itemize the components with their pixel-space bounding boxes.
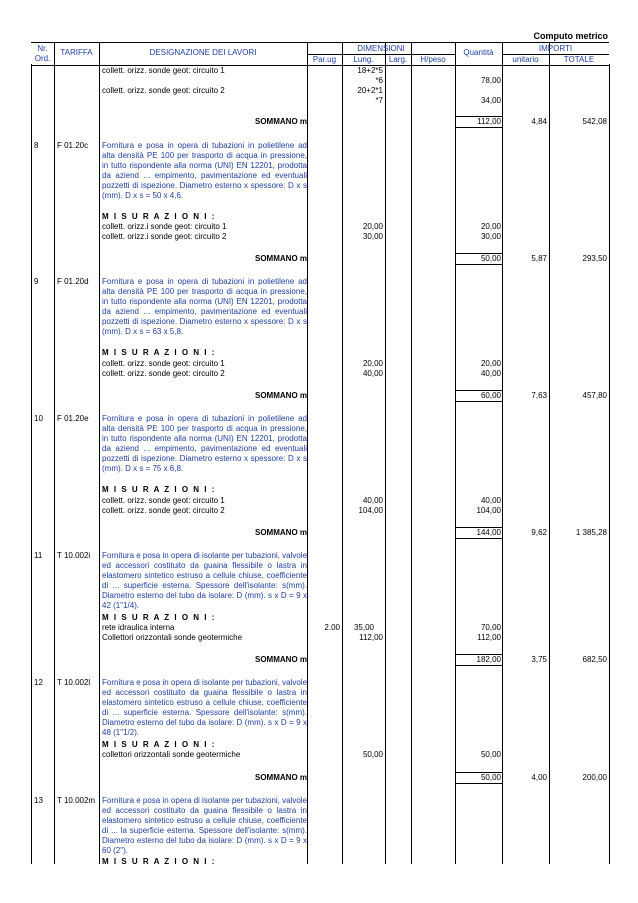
row-lung: 112,00 xyxy=(359,633,383,642)
sommano-total: 1 385,28 xyxy=(575,528,607,537)
sommano-quantity: 112,00 xyxy=(456,116,502,128)
row-label: collett. orizz. sonde geot: circuito 1 xyxy=(102,496,225,505)
row-quantity: 70,00 xyxy=(480,623,501,632)
sommano-label: SOMMANO m xyxy=(255,391,307,400)
sommano-unit-price: 4,84 xyxy=(531,117,547,126)
sommano-total: 457,80 xyxy=(582,391,607,400)
header-lung: Lung. xyxy=(353,55,374,64)
sommano-unit-price: 4,00 xyxy=(531,773,547,782)
header-hpeso: H/peso xyxy=(420,55,446,64)
item-description: Fornitura e posa in opera di tubazioni in polietilene ad alta densità PE 100 per trasporto di acqua in pressione, in tutto rispondente alla norma (UNI) EN 12201, prodotta da aziend ... empimento, pavimentazione ed eventuali pozzetti di ispezione. Diametro esterno x spessore: D x s (mm). D x s = 63 x 5,8. xyxy=(102,277,307,336)
row-label: collettori orizzontali sonde geotermiche xyxy=(102,750,241,759)
header-unitario: unitario xyxy=(512,55,539,64)
top-row-label: collett. orizz. sonde geot: circuito 1 xyxy=(102,66,225,75)
row-lung: 50,00 xyxy=(362,750,383,759)
top-row-lung: 18+2*5 xyxy=(357,66,383,75)
sommano-label: SOMMANO m xyxy=(255,655,307,664)
header-designazione: DESIGNAZIONE DEI LAVORI xyxy=(149,48,257,57)
header-totale: TOTALE xyxy=(563,55,595,64)
row-quantity: 112,00 xyxy=(477,633,501,642)
row-quantity: 30,00 xyxy=(480,232,501,241)
row-lung: 40,00 xyxy=(362,496,383,505)
header-quantita: Quantità xyxy=(463,48,494,57)
row-label: rete idraulica interna xyxy=(102,623,175,632)
sommano-label: SOMMANO m xyxy=(255,254,307,263)
header-par-ug: Par.ug xyxy=(312,55,337,64)
item-description: Fornitura e posa in opera di isolante per tubazioni, valvole ed accessori costituito da guaina flessibile o lastra in elastomero sintetico estruso a cellule chiuse, coefficiente di ... la superficie esterna. Spessore dell'isolante: s(mm). Diametro esterno del tubo da isolare: D (mm). s x D = 9 x 60 (2"). xyxy=(102,796,308,855)
row-lung: 20,00 xyxy=(362,359,383,368)
row-label: collett. orizz.i sonde geot: circuito 2 xyxy=(102,232,227,241)
sommano-quantity: 144,00 xyxy=(456,527,502,539)
sommano-quantity: 60,00 xyxy=(456,390,502,402)
sommano-unit-price: 9,62 xyxy=(531,528,547,537)
item-description: Fornitura e posa in opera di isolante per tubazioni, valvole ed accessori costituito da guaina flessibile o lastra in elastomero sintetico estruso a cellule chiuse, coefficiente di ... superficie esterna. Spessore dell'isolante: s(mm). Diametro esterno del tubo da isolare: D (mm). s x D = 9 x 42 (1"1/4). xyxy=(102,551,308,610)
item-tariffa: F 01.20d xyxy=(57,277,89,286)
row-label: collett. orizz. sonde geot: circuito 2 xyxy=(102,369,225,378)
sommano-unit-price: 5,87 xyxy=(531,254,547,263)
header-nr: Nr. xyxy=(37,44,48,53)
top-row-lung: *6 xyxy=(375,76,383,85)
item-description: Fornitura e posa in opera di isolante per tubazioni, valvole ed accessori costituito da guaina flessibile o lastra in elastomero sintetico estruso a cellule chiuse, coefficiente di ... superficie esterna. Spessore dell'isolante: s(mm). Diametro esterno del tubo da isolare: D (mm). s x D = 9 x 48 (1"1/2). xyxy=(102,678,308,737)
measurements-label: M I S U R A Z I O N I : xyxy=(102,348,216,357)
row-lung: 35,00 xyxy=(353,623,374,632)
measurements-label: M I S U R A Z I O N I : xyxy=(102,857,216,866)
item-number: 11 xyxy=(34,551,43,560)
row-lung: 40,00 xyxy=(362,369,383,378)
sommano-total: 293,50 xyxy=(582,254,607,263)
item-number: 13 xyxy=(34,796,43,805)
sommano-label: SOMMANO m xyxy=(255,773,307,782)
item-number: 12 xyxy=(34,678,43,687)
item-number: 10 xyxy=(34,414,43,423)
row-label: Collettori orizzontali sonde geotermiche xyxy=(102,633,243,642)
item-tariffa: T 10.002m xyxy=(57,796,96,805)
sommano-quantity: 50,00 xyxy=(456,253,502,265)
item-tariffa: F 01.20e xyxy=(57,414,89,423)
measurements-label: M I S U R A Z I O N I : xyxy=(102,485,216,494)
row-quantity: 20,00 xyxy=(480,222,501,231)
header-tariffa: TARIFFA xyxy=(60,48,93,57)
item-number: 8 xyxy=(34,141,39,150)
header-importi: IMPORTI xyxy=(538,44,573,53)
sommano-unit-price: 7,63 xyxy=(531,391,547,400)
item-tariffa: T 10.002i xyxy=(57,551,91,560)
top-row-label: collett. orizz. sonde geot: circuito 2 xyxy=(102,86,225,95)
table-header xyxy=(31,42,609,66)
top-row-quantity: 78,00 xyxy=(480,76,501,85)
sommano-label: SOMMANO m xyxy=(255,117,307,126)
sommano-quantity: 50,00 xyxy=(456,772,502,784)
item-number: 9 xyxy=(34,277,39,286)
measurements-label: M I S U R A Z I O N I : xyxy=(102,740,216,749)
top-row-lung: *7 xyxy=(375,96,383,105)
header-ord: Ord. xyxy=(34,54,51,63)
row-lung: 20,00 xyxy=(362,222,383,231)
row-label: collett. orizz. sonde geot: circuito 1 xyxy=(102,359,225,368)
row-quantity: 104,00 xyxy=(476,506,501,515)
item-tariffa: T 10.002l xyxy=(57,678,91,687)
row-lung: 30,00 xyxy=(362,232,383,241)
measurements-label: M I S U R A Z I O N I : xyxy=(102,212,216,221)
row-quantity: 40,00 xyxy=(480,496,501,505)
item-description: Fornitura e posa in opera di tubazioni in polietilene ad alta densità PE 100 per trasporto di acqua in pressione, in tutto rispondente alla norma (UNI) EN 12201, prodotta da aziend ... empimento, pavimentazione ed eventuali pozzetti di ispezione. Diametro esterno x spessore: D x s (mm). D x s = 50 x 4,6. xyxy=(102,141,307,200)
sommano-unit-price: 3,75 xyxy=(531,655,547,664)
row-quantity: 50,00 xyxy=(480,750,501,759)
header-dimensioni: DIMENSIONI xyxy=(357,44,405,53)
item-tariffa: F 01.20c xyxy=(57,141,89,150)
sommano-label: SOMMANO m xyxy=(255,528,307,537)
measurements-label: M I S U R A Z I O N I : xyxy=(102,613,216,622)
sommano-total: 542,08 xyxy=(582,117,607,126)
row-quantity: 40,00 xyxy=(480,369,501,378)
row-label: collett. orizz.i sonde geot: circuito 1 xyxy=(102,222,227,231)
row-par-ug: 2.00 xyxy=(324,623,340,632)
header-larg: Larg. xyxy=(388,55,408,64)
sommano-total: 200,00 xyxy=(582,773,607,782)
row-quantity: 20,00 xyxy=(480,359,501,368)
top-row-lung: 20+2*1 xyxy=(357,86,383,95)
document-title: Computo metrico xyxy=(533,31,608,41)
row-label: collett. orizz. sonde geot: circuito 2 xyxy=(102,506,225,515)
top-row-quantity: 34,00 xyxy=(480,96,501,105)
sommano-quantity: 182,00 xyxy=(456,654,502,666)
item-description: Fornitura e posa in opera di tubazioni in polietilene ad alta densità PE 100 per trasporto di acqua in pressione, in tutto rispondente alla norma (UNI) EN 12201, prodotta da aziend ... empimento, pavimentazione ed eventuali pozzetti di ispezione. Diametro esterno x spessore: D x s (mm). D x s = 75 x 6,8. xyxy=(102,414,307,473)
row-lung: 104,00 xyxy=(358,506,383,515)
sommano-total: 682,50 xyxy=(582,655,607,664)
